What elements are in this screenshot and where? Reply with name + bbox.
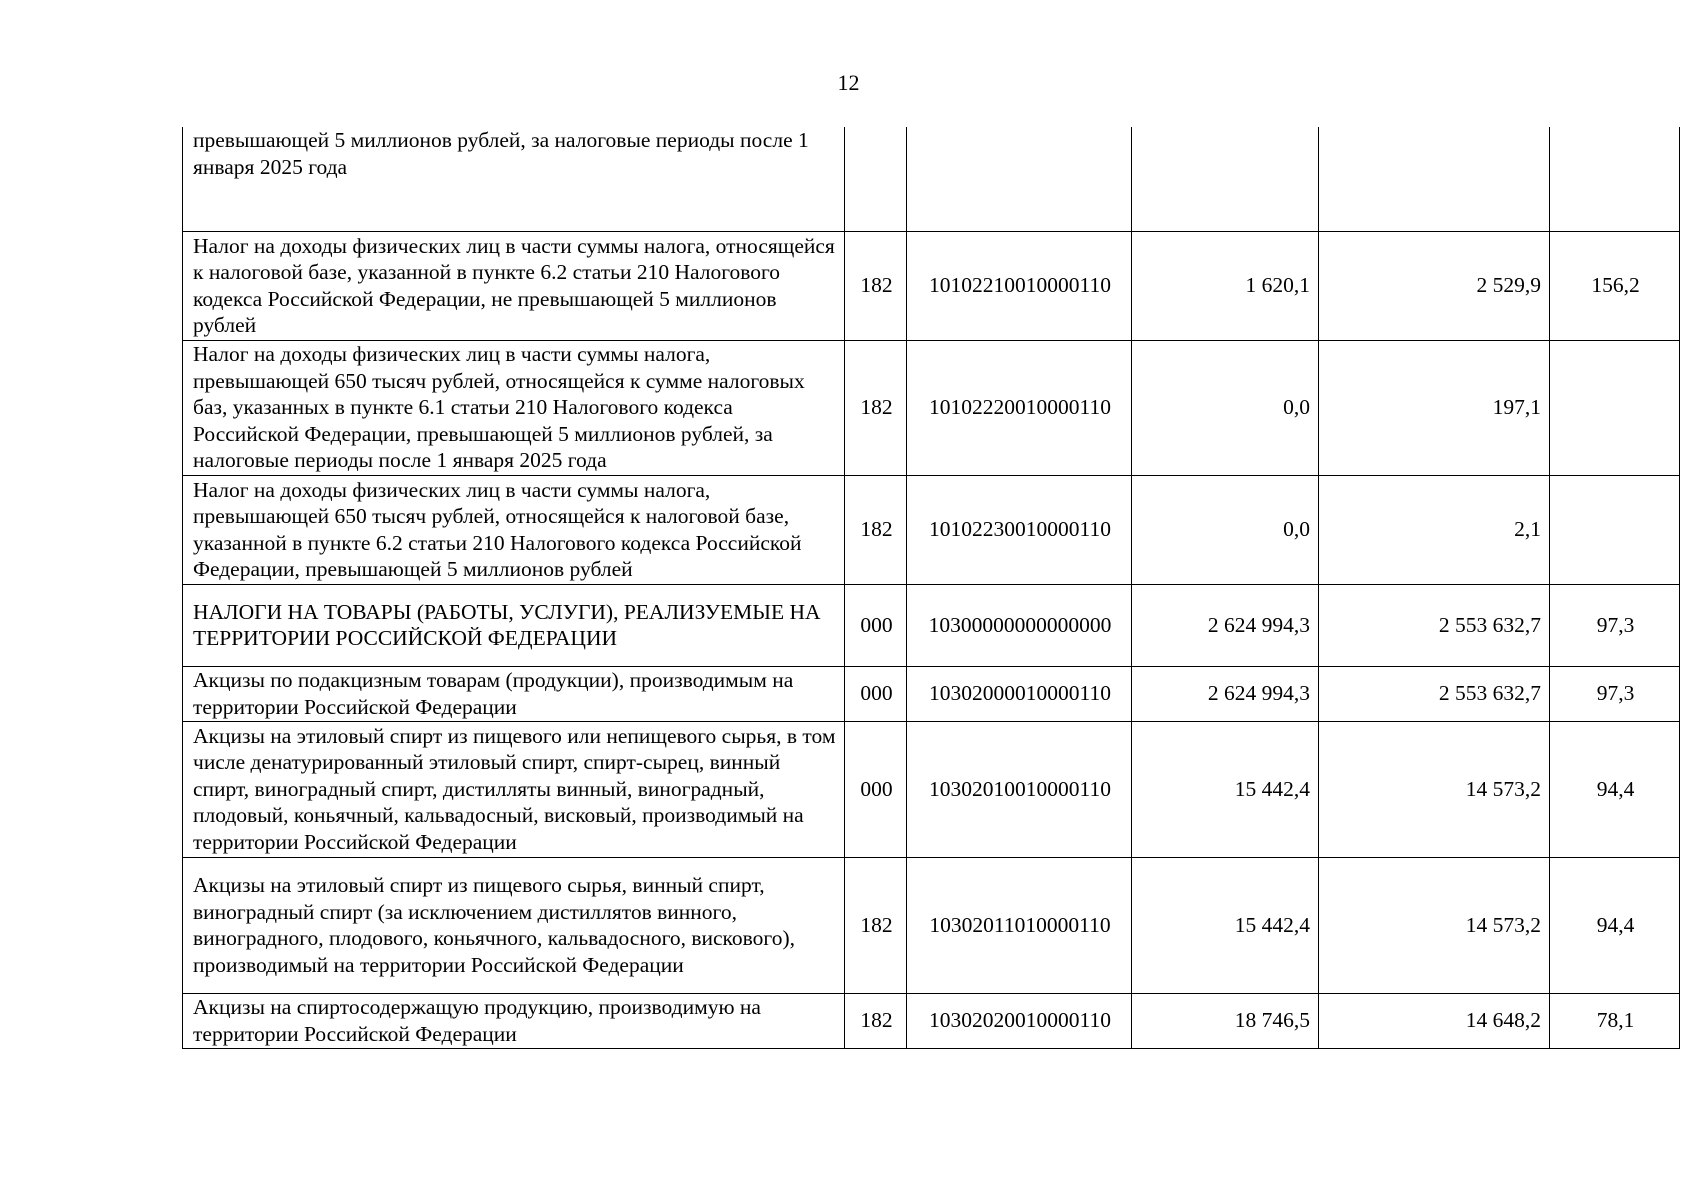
table-row xyxy=(183,584,1680,666)
row-budget-code: 10302011010000110 xyxy=(907,857,1132,993)
row-budget-code: 10302020010000110 xyxy=(907,993,1132,1048)
row-plan-value: 0,0 xyxy=(1132,340,1319,475)
revenue-table xyxy=(182,127,1680,1049)
row-percent xyxy=(1550,127,1680,231)
row-admin-code: 182 xyxy=(845,231,907,340)
row-exec-value: 2 553 632,7 xyxy=(1319,584,1550,666)
row-budget-code xyxy=(907,127,1132,231)
row-percent: 78,1 xyxy=(1550,993,1680,1048)
table-row xyxy=(183,993,1680,1048)
row-exec-value: 2,1 xyxy=(1319,475,1550,584)
row-plan-value: 2 624 994,3 xyxy=(1132,584,1319,666)
table-row xyxy=(183,340,1680,475)
row-budget-code: 10302010010000110 xyxy=(907,721,1132,857)
row-percent: 94,4 xyxy=(1550,721,1680,857)
row-admin-code: 182 xyxy=(845,475,907,584)
row-budget-code: 10300000000000000 xyxy=(907,584,1132,666)
table-row xyxy=(183,231,1680,340)
row-admin-code: 182 xyxy=(845,340,907,475)
table-row xyxy=(183,666,1680,721)
row-plan-value: 1 620,1 xyxy=(1132,231,1319,340)
row-name: НАЛОГИ НА ТОВАРЫ (РАБОТЫ, УСЛУГИ), РЕАЛИЗУЕМЫЕ НА ТЕРРИТОРИИ РОССИЙСКОЙ ФЕДЕРАЦИИ xyxy=(183,584,845,666)
row-budget-code: 10102220010000110 xyxy=(907,340,1132,475)
row-plan-value: 15 442,4 xyxy=(1132,721,1319,857)
row-plan-value: 15 442,4 xyxy=(1132,857,1319,993)
row-percent xyxy=(1550,475,1680,584)
row-exec-value xyxy=(1319,127,1550,231)
row-percent: 94,4 xyxy=(1550,857,1680,993)
table-row xyxy=(183,127,1680,231)
row-name: Налог на доходы физических лиц в части суммы налога, превышающей 650 тысяч рублей, относящейся к налоговой базе, указанной в пункте 6.2 статьи 210 Налогового кодекса Российской Федерации, превышающей 5 миллионов рублей xyxy=(183,475,845,584)
row-name: Акцизы на этиловый спирт из пищевого сырья, винный спирт, виноградный спирт (за исключением дистиллятов винного, виноградного, плодового, коньячного, кальвадосного, вискового), производимый на территории Российской Федерации xyxy=(183,857,845,993)
row-exec-value: 2 529,9 xyxy=(1319,231,1550,340)
row-admin-code xyxy=(845,127,907,231)
row-percent: 97,3 xyxy=(1550,666,1680,721)
table-row xyxy=(183,475,1680,584)
row-admin-code: 000 xyxy=(845,666,907,721)
table-row xyxy=(183,721,1680,857)
table-row xyxy=(183,857,1680,993)
row-exec-value: 2 553 632,7 xyxy=(1319,666,1550,721)
row-budget-code: 10102210010000110 xyxy=(907,231,1132,340)
row-exec-value: 14 648,2 xyxy=(1319,993,1550,1048)
row-plan-value: 0,0 xyxy=(1132,475,1319,584)
row-percent: 156,2 xyxy=(1550,231,1680,340)
row-exec-value: 14 573,2 xyxy=(1319,857,1550,993)
row-admin-code: 182 xyxy=(845,993,907,1048)
row-admin-code: 000 xyxy=(845,721,907,857)
row-name: Акцизы на спиртосодержащую продукцию, производимую на территории Российской Федерации xyxy=(183,993,845,1048)
row-name: Налог на доходы физических лиц в части суммы налога, относящейся к налоговой базе, указанной в пункте 6.2 статьи 210 Налогового кодекса Российской Федерации, не превышающей 5 миллионов рублей xyxy=(183,231,845,340)
row-percent xyxy=(1550,340,1680,475)
row-name: Акцизы по подакцизным товарам (продукции), производимым на территории Российской Федерации xyxy=(183,666,845,721)
row-plan-value: 18 746,5 xyxy=(1132,993,1319,1048)
row-budget-code: 10302000010000110 xyxy=(907,666,1132,721)
row-name: Налог на доходы физических лиц в части суммы налога, превышающей 650 тысяч рублей, относящейся к сумме налоговых баз, указанных в пункте 6.1 статьи 210 Налогового кодекса Российской Федерации, превышающей 5 миллионов рублей, за налоговые периоды после 1 января 2025 года xyxy=(183,340,845,475)
row-plan-value: 2 624 994,3 xyxy=(1132,666,1319,721)
row-admin-code: 000 xyxy=(845,584,907,666)
row-plan-value xyxy=(1132,127,1319,231)
row-budget-code: 10102230010000110 xyxy=(907,475,1132,584)
row-name: Акцизы на этиловый спирт из пищевого или непищевого сырья, в том числе денатурированный этиловый спирт, спирт-сырец, винный спирт, виноградный спирт, дистилляты винный, виноградный, плодовый, коньячный, кальвадосный, висковый, производимый на территории Российской Федерации xyxy=(183,721,845,857)
page-number: 12 xyxy=(837,70,860,95)
row-exec-value: 14 573,2 xyxy=(1319,721,1550,857)
row-name: превышающей 5 миллионов рублей, за налоговые периоды после 1 января 2025 года xyxy=(183,127,845,231)
row-exec-value: 197,1 xyxy=(1319,340,1550,475)
row-percent: 97,3 xyxy=(1550,584,1680,666)
row-admin-code: 182 xyxy=(845,857,907,993)
